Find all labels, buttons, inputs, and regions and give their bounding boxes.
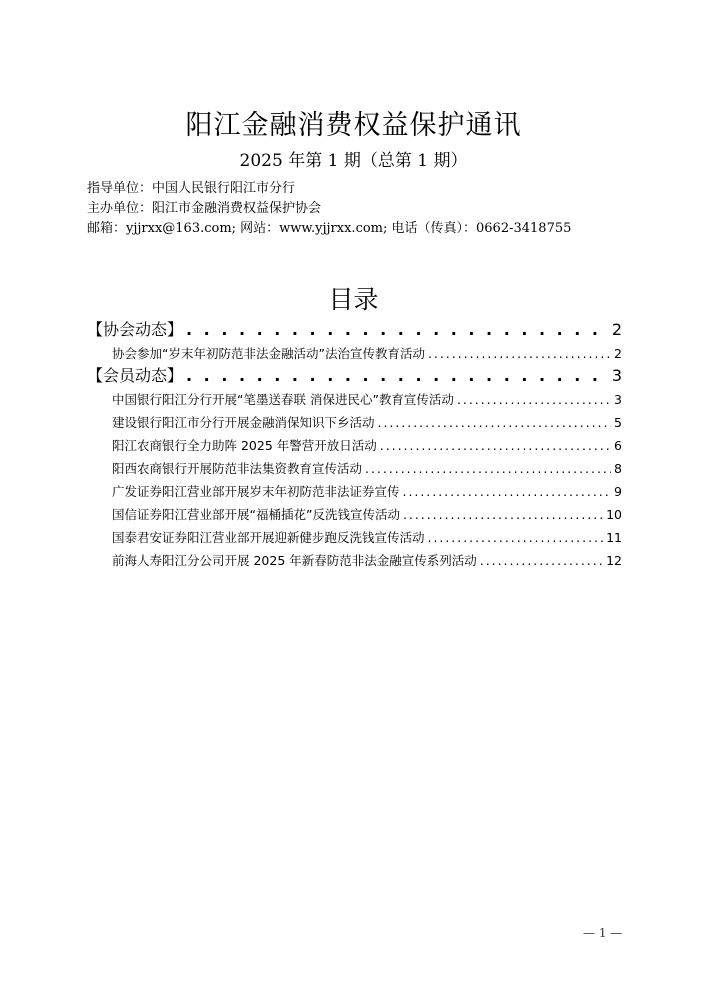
toc-entry-label: 阳江农商银行全力助阵 2025 年警营开放日活动	[112, 438, 377, 453]
toc-entry[interactable]	[87, 549, 622, 572]
toc-section-association[interactable]	[87, 319, 622, 341]
table-of-contents	[87, 319, 622, 572]
page-number: — 1 —	[583, 926, 623, 940]
toc-entry[interactable]	[87, 388, 622, 411]
toc-entry-label: 广发证券阳江营业部开展岁末年初防范非法证券宣传	[112, 484, 400, 499]
toc-leader-dots	[378, 411, 612, 434]
toc-section-label: 【会员动态】	[87, 366, 184, 385]
toc-section-members[interactable]	[87, 365, 622, 387]
toc-entry-label: 前海人寿阳江分公司开展 2025 年新春防范非法金融宣传系列活动	[112, 553, 477, 568]
toc-leader-dots	[403, 503, 603, 526]
toc-page-number: 9	[614, 484, 622, 499]
toc-leader-dots	[365, 457, 611, 480]
newsletter-title: 阳江金融消费权益保护通讯	[185, 110, 522, 141]
toc-page-number: 11	[606, 530, 622, 545]
toc-leader-dots	[403, 480, 612, 503]
toc-page-number: 8	[614, 461, 622, 476]
toc-page-number: 2	[611, 320, 622, 339]
toc-entry[interactable]	[87, 342, 622, 365]
toc-entry-label: 阳西农商银行开展防范非法集资教育宣传活动	[112, 461, 363, 476]
toc-leader-dots	[428, 526, 604, 549]
toc-entry-label: 建设银行阳江市分行开展金融消保知识下乡活动	[112, 415, 375, 430]
toc-leader-dots	[457, 388, 611, 411]
toc-entry-label: 国信证券阳江营业部开展“福桶插花”反洗钱宣传活动	[112, 507, 400, 522]
toc-page-number: 2	[614, 346, 622, 361]
contact-info: 邮箱：yjjrxx@163.com; 网站：www.yjjrxx.com; 电话（传真）：0662-3418755	[87, 221, 572, 236]
toc-page-number: 10	[606, 507, 622, 522]
toc-entry[interactable]	[87, 411, 622, 434]
guide-unit: 指导单位：中国人民银行阳江市分行	[87, 181, 296, 196]
toc-page-number: 3	[614, 392, 622, 407]
toc-entry[interactable]	[87, 480, 622, 503]
toc-title: 目录	[328, 285, 379, 314]
toc-leader-dots	[186, 365, 609, 387]
toc-page-number: 12	[606, 553, 622, 568]
toc-page-number: 5	[614, 415, 622, 430]
toc-entry[interactable]	[87, 434, 622, 457]
toc-leader-dots	[380, 434, 611, 457]
toc-leader-dots	[186, 319, 609, 341]
toc-entry[interactable]	[87, 503, 622, 526]
toc-section-label: 【协会动态】	[87, 320, 184, 339]
toc-leader-dots	[480, 549, 603, 572]
publication-info	[87, 179, 687, 239]
toc-leader-dots	[428, 342, 611, 365]
toc-page-number: 3	[611, 366, 622, 385]
toc-page-number: 6	[614, 438, 622, 453]
toc-entry-label: 协会参加“岁末年初防范非法金融活动”法治宣传教育活动	[112, 346, 425, 361]
toc-entry-label: 国泰君安证券阳江营业部开展迎新健步跑反洗钱宣传活动	[112, 530, 425, 545]
issue-number: 2025 年第 1 期（总第 1 期）	[239, 151, 468, 171]
toc-entry-label: 中国银行阳江分行开展“笔墨送春联 消保进民心”教育宣传活动	[112, 392, 454, 407]
host-unit: 主办单位：阳江市金融消费权益保护协会	[87, 201, 322, 216]
toc-entry[interactable]	[87, 526, 622, 549]
toc-entry[interactable]	[87, 457, 622, 480]
